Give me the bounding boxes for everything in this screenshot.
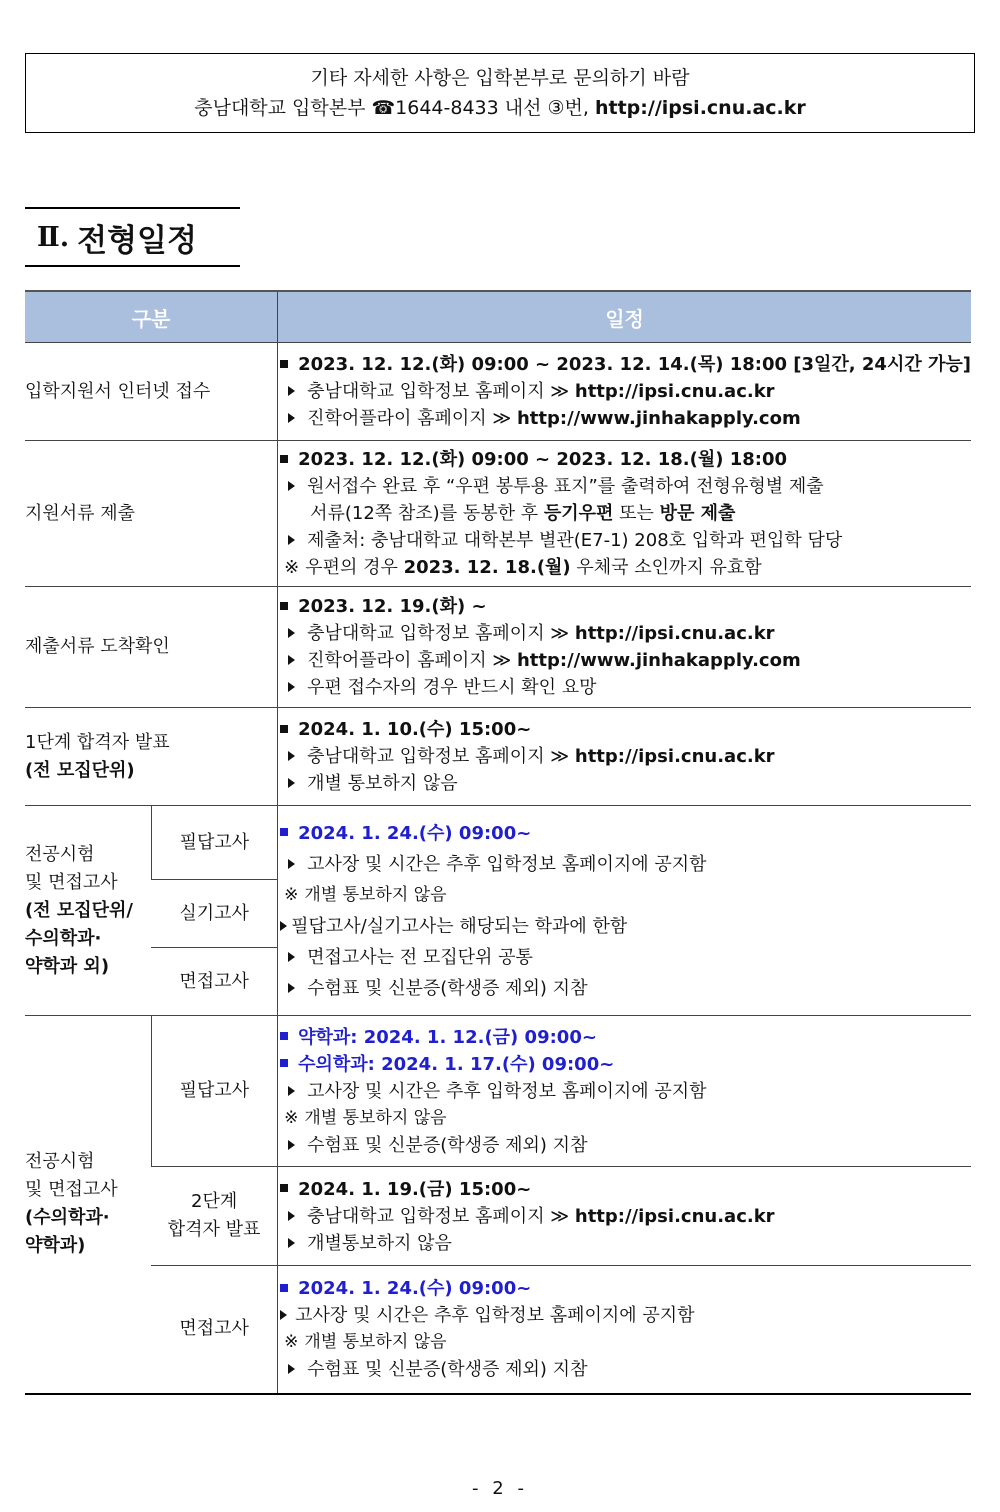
sub-label: 필답고사 bbox=[151, 1016, 277, 1167]
note-item: ※ 개별 통보하지 않음 bbox=[284, 1107, 447, 1128]
section-title: 전형일정 bbox=[77, 222, 197, 259]
row-label: 전공시험 및 면접고사 (수의학과· 약학과) bbox=[25, 1016, 151, 1394]
list-item: 제출처: 충남대학교 대학본부 별관(E7-1) 208호 입학과 편입학 담당 bbox=[278, 527, 971, 554]
url-link[interactable]: http://ipsi.cnu.ac.kr bbox=[574, 1205, 775, 1227]
row-schedule bbox=[278, 1167, 971, 1266]
header-category: 구분 bbox=[25, 291, 278, 343]
triangle-bullet-icon bbox=[288, 1140, 295, 1150]
row-label: 제출서류 도착확인 bbox=[25, 587, 278, 708]
list-item: 필답고사/실기고사는 해당되는 학과에 한함 bbox=[278, 911, 971, 942]
url-link[interactable]: http://www.jinhakapply.com bbox=[516, 408, 801, 429]
reference-mark-icon: ※ bbox=[284, 884, 299, 905]
list-item: 충남대학교 입학정보 홈페이지 ≫ http://ipsi.cnu.ac.kr bbox=[278, 743, 971, 770]
reference-mark-icon: ※ bbox=[284, 1107, 299, 1128]
list-item: 개별 통보하지 않음 bbox=[278, 770, 971, 797]
notice-contact-text: 충남대학교 입학본부 ☎1644-8433 내선 ③번, bbox=[194, 97, 595, 119]
list-item: 2024. 1. 24.(수) 09:00~ bbox=[278, 1275, 971, 1302]
square-bullet-icon bbox=[280, 1184, 288, 1192]
list-item: 2023. 12. 12.(화) 09:00 ~ 2023. 12. 14.(목) 18:00 [3일간, 24시간 가능] bbox=[278, 351, 971, 378]
sub-label: 필답고사 bbox=[151, 806, 277, 880]
table-header-row bbox=[25, 291, 971, 343]
notice-line-2 bbox=[194, 93, 806, 123]
triangle-bullet-icon bbox=[288, 778, 295, 788]
list-item: 원서접수 완료 후 “우편 봉투용 표지”를 출력하여 전형유형별 제출 bbox=[278, 473, 971, 500]
square-bullet-icon bbox=[280, 602, 288, 610]
square-bullet-icon bbox=[280, 1284, 288, 1292]
table-row bbox=[25, 1167, 971, 1266]
row-schedule bbox=[278, 343, 971, 441]
notice-line-1: 기타 자세한 사항은 입학본부로 문의하기 바람 bbox=[310, 67, 690, 89]
triangle-bullet-icon bbox=[288, 535, 295, 545]
sub-label: 면접고사 bbox=[151, 1266, 277, 1394]
list-item: 충남대학교 입학정보 홈페이지 ≫ http://ipsi.cnu.ac.kr bbox=[278, 620, 971, 647]
table-row bbox=[25, 441, 971, 587]
row-schedule bbox=[278, 708, 971, 806]
list-item: 개별통보하지 않음 bbox=[278, 1230, 971, 1257]
list-item: 우편 접수자의 경우 반드시 확인 요망 bbox=[278, 674, 971, 701]
url-link[interactable]: http://ipsi.cnu.ac.kr bbox=[574, 623, 775, 644]
list-item: 2024. 1. 19.(금) 15:00~ bbox=[278, 1176, 971, 1203]
note-item: ※ 개별 통보하지 않음 bbox=[284, 1332, 447, 1353]
url-link[interactable]: http://ipsi.cnu.ac.kr bbox=[574, 746, 775, 767]
schedule-table bbox=[25, 290, 971, 1395]
table-row bbox=[25, 1266, 971, 1394]
triangle-bullet-icon bbox=[288, 1086, 295, 1096]
row-schedule bbox=[278, 806, 971, 1016]
triangle-bullet-icon bbox=[288, 481, 295, 491]
list-item: 2023. 12. 12.(화) 09:00 ~ 2023. 12. 18.(월) 18:00 bbox=[278, 446, 971, 473]
list-item: 2024. 1. 24.(수) 09:00~ bbox=[278, 818, 971, 849]
url-link[interactable]: http://www.jinhakapply.com bbox=[516, 650, 801, 671]
section-number: Ⅱ. bbox=[37, 221, 70, 253]
list-item: 면접고사는 전 모집단위 공통 bbox=[278, 942, 971, 973]
list-item: 수험표 및 신분증(학생증 제외) 지참 bbox=[278, 1132, 971, 1159]
row-label: 전공시험 및 면접고사 (전 모집단위/ 수의학과· 약학과 외) bbox=[25, 806, 151, 1016]
list-item: 고사장 및 시간은 추후 입학정보 홈페이지에 공지함 bbox=[278, 849, 971, 880]
notice-url-link[interactable]: http://ipsi.cnu.ac.kr bbox=[594, 97, 806, 119]
header-schedule: 일정 bbox=[278, 291, 971, 343]
triangle-bullet-icon bbox=[288, 655, 295, 665]
table-row bbox=[25, 1016, 971, 1167]
square-bullet-icon bbox=[280, 455, 288, 463]
list-item: 충남대학교 입학정보 홈페이지 ≫ http://ipsi.cnu.ac.kr bbox=[278, 378, 971, 405]
list-item-continued: 서류(12쪽 참조)를 동봉한 후 등기우편 또는 방문 제출 bbox=[310, 503, 736, 524]
list-item: 약학과: 2024. 1. 12.(금) 09:00~ bbox=[278, 1024, 971, 1051]
reference-mark-icon: ※ bbox=[284, 1332, 299, 1353]
sub-label: 면접고사 bbox=[151, 948, 277, 1016]
sub-label: 실기고사 bbox=[151, 880, 277, 948]
row-schedule bbox=[278, 441, 971, 587]
list-item: 2024. 1. 10.(수) 15:00~ bbox=[278, 716, 971, 743]
table-row bbox=[25, 343, 971, 441]
table-row bbox=[25, 806, 971, 880]
list-item: 고사장 및 시간은 추후 입학정보 홈페이지에 공지함 bbox=[278, 1078, 971, 1105]
triangle-bullet-icon bbox=[288, 1238, 295, 1248]
table-row bbox=[25, 587, 971, 708]
note-item: ※ 개별 통보하지 않음 bbox=[284, 884, 447, 905]
note-item: ※ 우편의 경우 2023. 12. 18.(월) 우체국 소인까지 유효함 bbox=[284, 557, 762, 578]
triangle-bullet-icon bbox=[280, 921, 287, 931]
reference-mark-icon: ※ bbox=[284, 557, 300, 578]
list-item: 진학어플라이 홈페이지 ≫ http://www.jinhakapply.com bbox=[278, 647, 971, 674]
triangle-bullet-icon bbox=[280, 1310, 287, 1320]
triangle-bullet-icon bbox=[288, 1364, 295, 1374]
table-row bbox=[25, 708, 971, 806]
row-schedule bbox=[278, 587, 971, 708]
triangle-bullet-icon bbox=[288, 751, 295, 761]
square-bullet-icon bbox=[280, 1059, 288, 1067]
list-item: 2023. 12. 19.(화) ~ bbox=[278, 593, 971, 620]
page-number: - 2 - bbox=[472, 1478, 528, 1499]
triangle-bullet-icon bbox=[288, 859, 295, 869]
triangle-bullet-icon bbox=[288, 682, 295, 692]
list-item: 진학어플라이 홈페이지 ≫ http://www.jinhakapply.com bbox=[278, 405, 971, 432]
square-bullet-icon bbox=[280, 828, 288, 836]
triangle-bullet-icon bbox=[288, 386, 295, 396]
row-label: 입학지원서 인터넷 접수 bbox=[25, 343, 278, 441]
contact-notice-box bbox=[25, 53, 975, 133]
sub-label: 2단계 합격자 발표 bbox=[151, 1167, 277, 1266]
row-schedule bbox=[278, 1266, 971, 1394]
square-bullet-icon bbox=[280, 1032, 288, 1040]
list-item: 수험표 및 신분증(학생증 제외) 지참 bbox=[278, 1356, 971, 1383]
section-heading bbox=[25, 207, 240, 267]
square-bullet-icon bbox=[280, 360, 288, 368]
list-item: 고사장 및 시간은 추후 입학정보 홈페이지에 공지함 bbox=[278, 1302, 971, 1329]
list-item: 수험표 및 신분증(학생증 제외) 지참 bbox=[278, 973, 971, 1004]
url-link[interactable]: http://ipsi.cnu.ac.kr bbox=[574, 381, 775, 402]
triangle-bullet-icon bbox=[288, 628, 295, 638]
row-label: 1단계 합격자 발표 (전 모집단위) bbox=[25, 708, 278, 806]
list-item: 충남대학교 입학정보 홈페이지 ≫ http://ipsi.cnu.ac.kr bbox=[278, 1203, 971, 1230]
row-label: 지원서류 제출 bbox=[25, 441, 278, 587]
square-bullet-icon bbox=[280, 725, 288, 733]
row-schedule bbox=[278, 1016, 971, 1167]
list-item: 수의학과: 2024. 1. 17.(수) 09:00~ bbox=[278, 1051, 971, 1078]
triangle-bullet-icon bbox=[288, 1211, 295, 1221]
triangle-bullet-icon bbox=[288, 413, 295, 423]
triangle-bullet-icon bbox=[288, 952, 295, 962]
triangle-bullet-icon bbox=[288, 983, 295, 993]
